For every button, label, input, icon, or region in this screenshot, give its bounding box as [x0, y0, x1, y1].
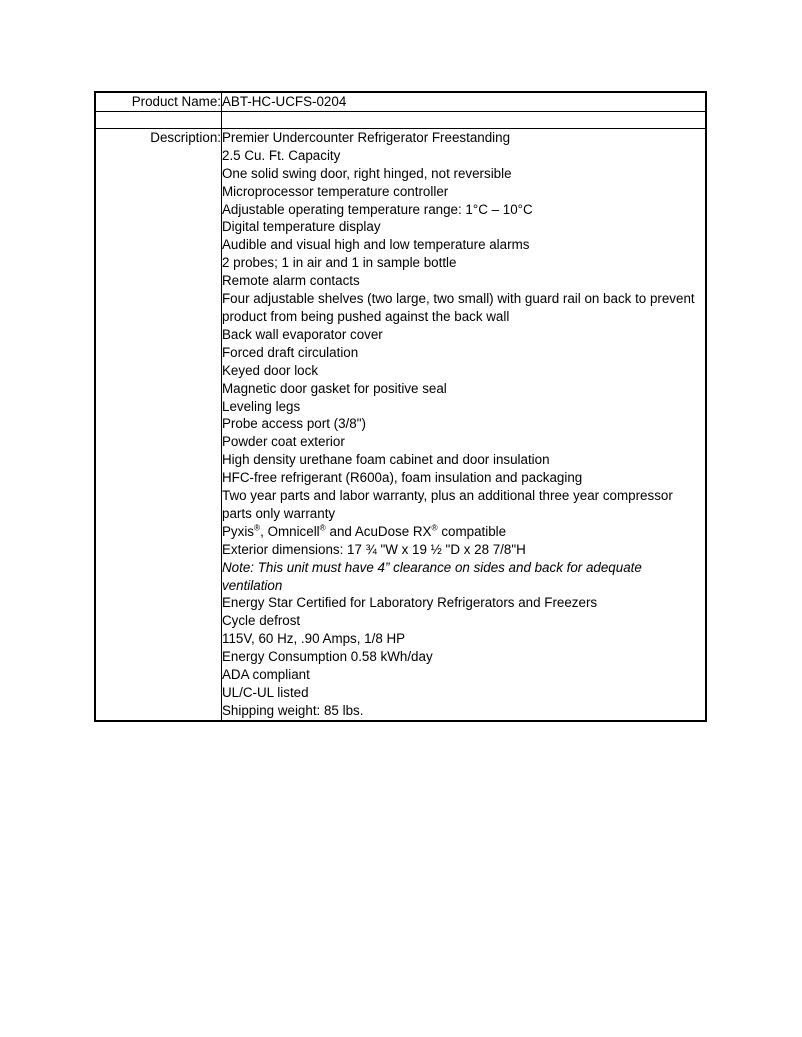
description-line: Exterior dimensions: 17 ¾ "W x 19 ½ "D x 28 7/8"H	[222, 541, 526, 557]
description-line: Cycle defrost	[222, 613, 301, 629]
description-line-list	[222, 129, 705, 720]
description-line: Digital temperature display	[222, 219, 381, 235]
description-line: HFC-free refrigerant (R600a), foam insulation and packaging	[222, 470, 583, 486]
description-line: Forced draft circulation	[222, 344, 359, 360]
product-name-value: ABT-HC-UCFS-0204	[222, 92, 707, 111]
description-value	[222, 128, 707, 720]
description-label: Description:	[95, 128, 222, 720]
description-line: Back wall evaporator cover	[222, 326, 383, 342]
description-line: Keyed door lock	[222, 362, 319, 378]
description-line: Audible and visual high and low temperature alarms	[222, 237, 530, 253]
description-line: 115V, 60 Hz, .90 Amps, 1/8 HP	[222, 631, 406, 647]
description-line: Energy Star Certified for Laboratory Refrigerators and Freezers	[222, 595, 598, 611]
description-line: Pyxis®, Omnicell® and AcuDose RX® compatible	[222, 522, 507, 539]
description-line: Four adjustable shelves (two large, two small) with guard rail on back to prevent product from being pushed against the back wall	[222, 291, 695, 324]
product-spec-table	[94, 91, 707, 722]
spacer-cell-right	[222, 111, 707, 128]
description-line: Leveling legs	[222, 398, 301, 414]
description-line: Microprocessor temperature controller	[222, 183, 449, 199]
description-line: Premier Undercounter Refrigerator Freestanding	[222, 129, 511, 145]
description-line: 2.5 Cu. Ft. Capacity	[222, 147, 341, 163]
spacer-cell-left	[95, 111, 222, 128]
description-line: Two year parts and labor warranty, plus an additional three year compressor parts only warranty	[222, 488, 673, 521]
description-line: Magnetic door gasket for positive seal	[222, 380, 447, 396]
description-line: High density urethane foam cabinet and door insulation	[222, 452, 550, 468]
description-line: Probe access port (3/8")	[222, 416, 366, 432]
table-row-description	[95, 128, 706, 720]
description-line: One solid swing door, right hinged, not reversible	[222, 165, 512, 181]
description-line: UL/C-UL listed	[222, 685, 309, 700]
description-line: Note: This unit must have 4” clearance on sides and back for adequate ventilation	[222, 559, 642, 593]
description-line: ADA compliant	[222, 667, 310, 683]
description-line: Shipping weight: 85 lbs.	[222, 702, 364, 718]
description-line: Adjustable operating temperature range: 1°C – 10°C	[222, 201, 533, 217]
description-line: Energy Consumption 0.58 kWh/day	[222, 649, 433, 665]
product-name-label: Product Name:	[95, 92, 222, 111]
description-line: Remote alarm contacts	[222, 273, 360, 289]
table-row-product-name	[95, 92, 706, 111]
table-row-spacer	[95, 111, 706, 128]
description-line: Powder coat exterior	[222, 434, 345, 450]
description-line: 2 probes; 1 in air and 1 in sample bottle	[222, 255, 457, 271]
